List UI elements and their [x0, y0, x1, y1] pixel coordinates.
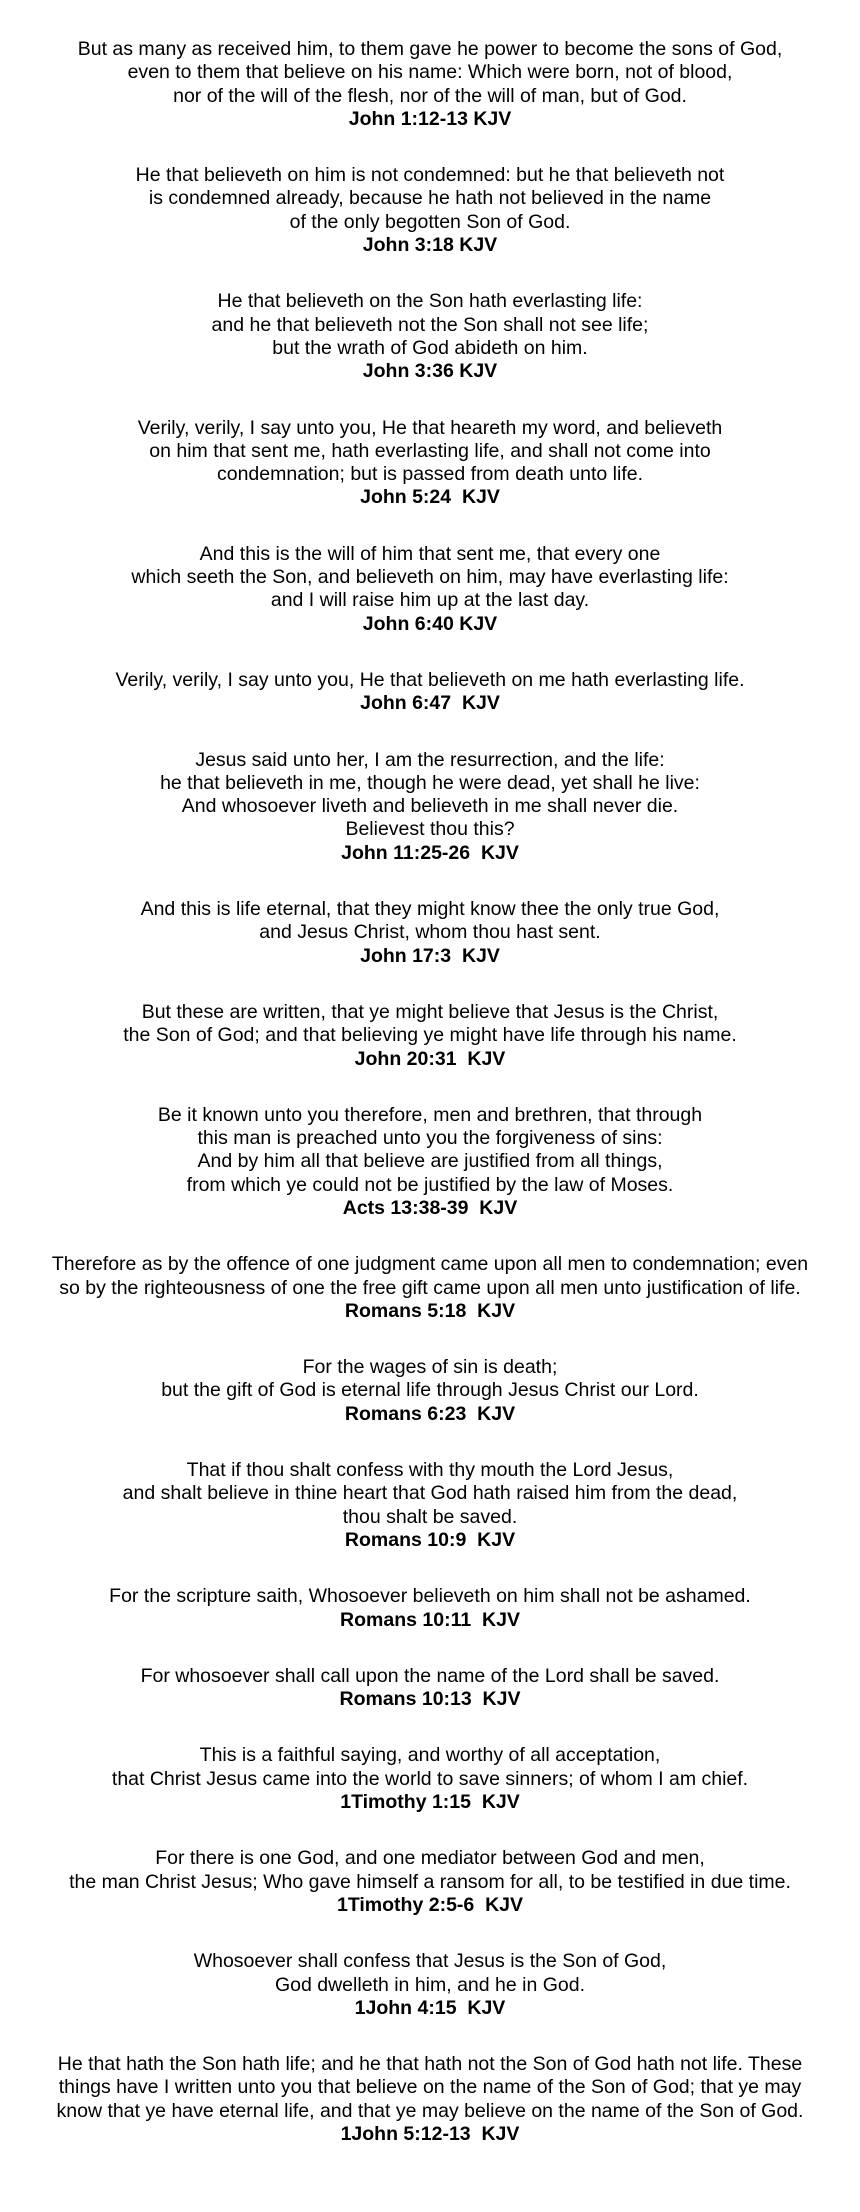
verse-line: Be it known unto you therefore, men and brethren, that through: [157, 1103, 703, 1126]
verse-reference: Romans 10:9 KJV: [344, 1528, 516, 1551]
verse-reference: John 3:18 KJV: [362, 234, 498, 257]
verse-block: [0, 1459, 860, 1552]
verse-reference: John 3:36 KJV: [362, 360, 498, 383]
verse-line: and Jesus Christ, whom thou hast sent.: [259, 921, 601, 944]
verse-line: For whosoever shall call upon the name of the Lord shall be saved.: [140, 1664, 720, 1687]
verse-reference: 1Timothy 2:5-6 KJV: [336, 1893, 524, 1916]
verse-block: [0, 1356, 860, 1426]
verse-line: and I will raise him up at the last day.: [270, 589, 590, 612]
verse-block: [0, 749, 860, 865]
verse-line: that Christ Jesus came into the world to save sinners; of whom I am chief.: [111, 1767, 749, 1790]
verse-block: [0, 1253, 860, 1323]
verse-reference: 1John 5:12-13 KJV: [340, 2123, 520, 2145]
verse-line: from which ye could not be justified by the law of Moses.: [186, 1173, 674, 1196]
verse-reference: John 6:47 KJV: [360, 692, 500, 715]
verse-line: even to them that believe on his name: Which were born, not of blood,: [127, 61, 733, 84]
verse-reference: 1Timothy 1:15 KJV: [340, 1791, 520, 1814]
verse-block: [0, 1665, 860, 1712]
verse-line: this man is preached unto you the forgiveness of sins:: [197, 1127, 663, 1150]
verse-block: [0, 1847, 860, 1917]
verse-reference: Romans 10:13 KJV: [339, 1688, 521, 1711]
verse-block: [0, 38, 860, 131]
verse-reference: Romans 10:11 KJV: [340, 1608, 520, 1631]
verse-block: [0, 669, 860, 716]
verse-line: For there is one God, and one mediator between God and men,: [155, 1847, 705, 1870]
verse-block: [0, 417, 860, 510]
verse-line: He that hath the Son hath life; and he that hath not the Son of God hath not life. These: [57, 2053, 803, 2076]
verse-line: And by him all that believe are justified from all things,: [197, 1150, 663, 1173]
verse-line: but the wrath of God abideth on him.: [272, 336, 588, 359]
verse-block: [0, 1744, 860, 1814]
verse-line: This is a faithful saying, and worthy of all acceptation,: [199, 1744, 661, 1767]
verse-block: [0, 1104, 860, 1220]
verse-block: [0, 2053, 860, 2146]
verse-line: thou shalt be saved.: [342, 1505, 518, 1528]
verse-line: Therefore as by the offence of one judgment came upon all men to condemnation; even: [51, 1253, 809, 1276]
verse-reference: John 1:12-13 KJV: [348, 107, 512, 130]
verse-line: Believest thou this?: [345, 818, 515, 841]
verse-line: But as many as received him, to them gave he power to become the sons of God,: [77, 38, 783, 60]
verse-line: condemnation; but is passed from death unto life.: [216, 463, 643, 486]
verse-line: the man Christ Jesus; Who gave himself a ransom for all, to be testified in due time.: [69, 1870, 791, 1893]
verse-line: is condemned already, because he hath not believed in the name: [148, 187, 712, 210]
verse-line: That if thou shalt confess with thy mouth the Lord Jesus,: [186, 1459, 674, 1482]
verse-block: [0, 164, 860, 257]
verse-line: Whosoever shall confess that Jesus is the Son of God,: [193, 1950, 667, 1973]
verse-line: so by the righteousness of one the free gift came upon all men unto justification of life.: [59, 1276, 801, 1299]
verse-reference: John 5:24 KJV: [360, 486, 500, 509]
verse-line: nor of the will of the flesh, nor of the will of man, but of God.: [173, 84, 687, 107]
verse-line: know that ye have eternal life, and that ye may believe on the name of the Son of God.: [56, 2099, 804, 2122]
verse-line: For the wages of sin is death;: [302, 1356, 558, 1379]
verse-line: things have I written unto you that believe on the name of the Son of God; that ye may: [58, 2076, 802, 2099]
verse-line: of the only begotten Son of God.: [289, 210, 571, 233]
verse-line: And this is the will of him that sent me, that every one: [199, 542, 661, 565]
verse-reference: John 17:3 KJV: [360, 944, 500, 967]
verse-reference: Acts 13:38-39 KJV: [342, 1196, 518, 1219]
verse-line: He that believeth on him is not condemned: but he that believeth not: [135, 164, 725, 187]
verse-line: and he that believeth not the Son shall not see life;: [211, 313, 649, 336]
verse-reference: John 20:31 KJV: [354, 1047, 506, 1070]
verse-block: [0, 543, 860, 636]
verse-reference: Romans 5:18 KJV: [344, 1299, 516, 1322]
verse-line: But these are written, that ye might believe that Jesus is the Christ,: [141, 1000, 719, 1023]
verse-block: [0, 1950, 860, 2020]
verse-line: God dwelleth in him, and he in God.: [274, 1973, 586, 1996]
verse-line: Verily, verily, I say unto you, He that heareth my word, and believeth: [137, 416, 723, 439]
verse-line: which seeth the Son, and believeth on him, may have everlasting life:: [131, 566, 729, 589]
verse-line: For the scripture saith, Whosoever believeth on him shall not be ashamed.: [109, 1585, 751, 1608]
verse-block: [0, 1001, 860, 1071]
verse-reference: John 11:25-26 KJV: [341, 841, 519, 864]
verse-line: on him that sent me, hath everlasting life, and shall not come into: [149, 439, 711, 462]
verse-line: He that believeth on the Son hath everlasting life:: [217, 290, 643, 313]
verse-line: Jesus said unto her, I am the resurrection, and the life:: [195, 748, 665, 771]
verse-reference: 1John 4:15 KJV: [354, 1996, 506, 2019]
verse-block: [0, 898, 860, 968]
verse-line: but the gift of God is eternal life through Jesus Christ our Lord.: [161, 1379, 699, 1402]
verse-block: [0, 1585, 860, 1632]
verse-line: he that believeth in me, though he were dead, yet shall he live:: [160, 771, 700, 794]
verse-line: and shalt believe in thine heart that God hath raised him from the dead,: [122, 1482, 738, 1505]
verse-reference: John 6:40 KJV: [362, 612, 498, 635]
verse-line: And whosoever liveth and believeth in me shall never die.: [181, 795, 679, 818]
verse-line: Verily, verily, I say unto you, He that believeth on me hath everlasting life.: [115, 668, 745, 691]
verse-line: the Son of God; and that believing ye might have life through his name.: [123, 1024, 737, 1047]
verse-reference: Romans 6:23 KJV: [344, 1402, 516, 1425]
verse-line: And this is life eternal, that they might know thee the only true God,: [140, 898, 720, 921]
verse-block: [0, 290, 860, 383]
